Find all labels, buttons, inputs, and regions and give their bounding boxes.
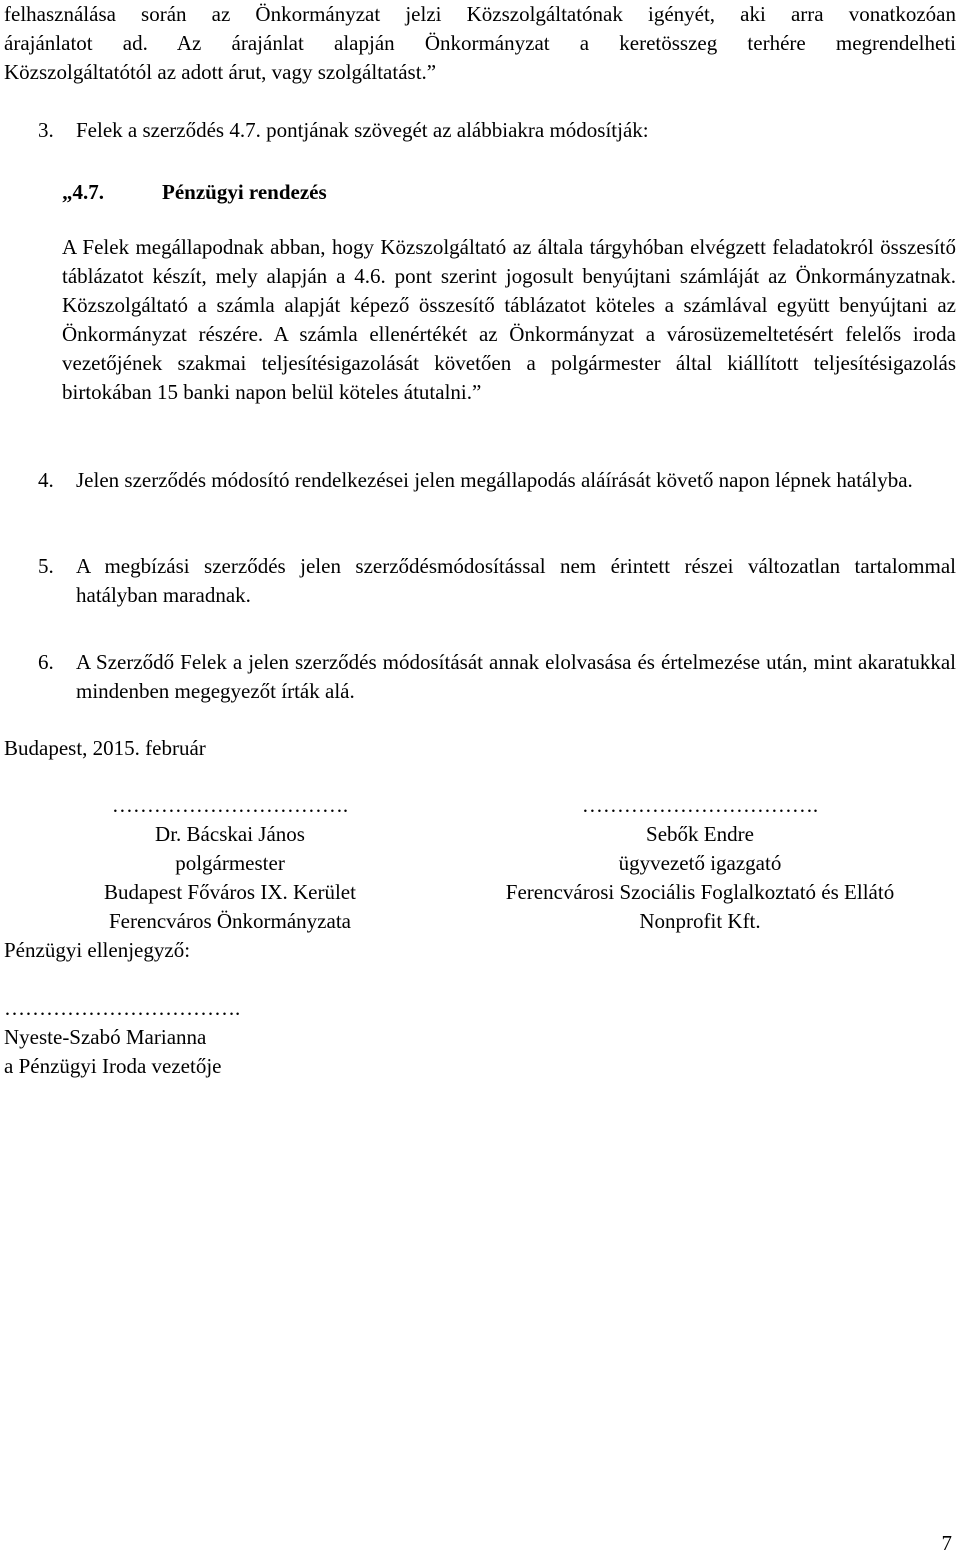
signatory-left-name: Dr. Bácskai János bbox=[155, 822, 305, 846]
page-number: 7 bbox=[941, 1531, 952, 1555]
signatory-right-name: Sebők Endre bbox=[646, 822, 754, 846]
item-5-text: A megbízási szerződés jelen szerződésmódosítással nem érintett részei változatlan tartalommal hatályban maradnak. bbox=[76, 554, 956, 607]
item-3-number: 3. bbox=[38, 118, 54, 142]
item-6-text: A Szerződő Felek a jelen szerződés módosítását annak elolvasása és értelmezése után, mint akaratukkal mindenben megegyezőt írták alá. bbox=[76, 650, 956, 703]
intro-line-2: árajánlatot ad. Az árajánlat alapján Önkormányzat a keretösszeg terhére megrendelheti bbox=[4, 31, 956, 55]
item-4-text: Jelen szerződés módosító rendelkezései jelen megállapodás aláírását követő napon lépnek hatályba. bbox=[76, 468, 913, 492]
signatory-right-title: ügyvezető igazgató bbox=[618, 851, 782, 875]
countersign-title: a Pénzügyi Iroda vezetője bbox=[4, 1054, 222, 1078]
signatory-left-title: polgármester bbox=[175, 851, 285, 875]
signatory-right-dots: ……………………………. bbox=[581, 793, 819, 817]
place-date: Budapest, 2015. február bbox=[4, 736, 206, 760]
section-47-title: Pénzügyi rendezés bbox=[162, 180, 327, 204]
section-47-paragraph: A Felek megállapodnak abban, hogy Közszolgáltató az általa tárgyhóban elvégzett feladatokról összesítő táblázatot készít, mely alapján a 4.6. pont szerint jogosult benyújtani számláját az Önkormányzatnak. Közszolgáltató a számla alapját képező összesítő táblázatot köteles a számlával együtt benyújtani az Önkormányzat részére. A számla ellenértékét az Önkormányzat a városüzemeltetésért felelős iroda vezetőjének szakmai teljesítésigazolását követően a polgármester által kiállított teljesítésigazolás birtokában 15 banki napon belül köteles átutalni.” bbox=[62, 235, 956, 404]
signatory-right-org-1: Ferencvárosi Szociális Foglalkoztató és Ellátó bbox=[505, 880, 895, 904]
countersign-label: Pénzügyi ellenjegyző: bbox=[4, 938, 191, 962]
section-47-number: „4.7. bbox=[62, 180, 104, 204]
signatory-left-org-1: Budapest Főváros IX. Kerület bbox=[104, 880, 356, 904]
intro-line-3: Közszolgáltatótól az adott árut, vagy szolgáltatást.” bbox=[4, 60, 437, 84]
countersign-name: Nyeste-Szabó Marianna bbox=[4, 1025, 207, 1049]
item-3-text: Felek a szerződés 4.7. pontjának szövegét az alábbiakra módosítják: bbox=[76, 118, 649, 142]
countersign-dots: ……………………………. bbox=[4, 996, 241, 1020]
signatory-left-dots: ……………………………. bbox=[111, 793, 349, 817]
signatory-right-org-2: Nonprofit Kft. bbox=[639, 909, 761, 933]
signatory-left-org-2: Ferencváros Önkormányzata bbox=[109, 909, 351, 933]
item-4-number: 4. bbox=[38, 468, 54, 492]
item-6-number: 6. bbox=[38, 650, 54, 674]
item-5-number: 5. bbox=[38, 554, 54, 578]
intro-line-1: felhasználása során az Önkormányzat jelzi Közszolgáltatónak igényét, aki arra vonatkozóan bbox=[4, 2, 956, 26]
